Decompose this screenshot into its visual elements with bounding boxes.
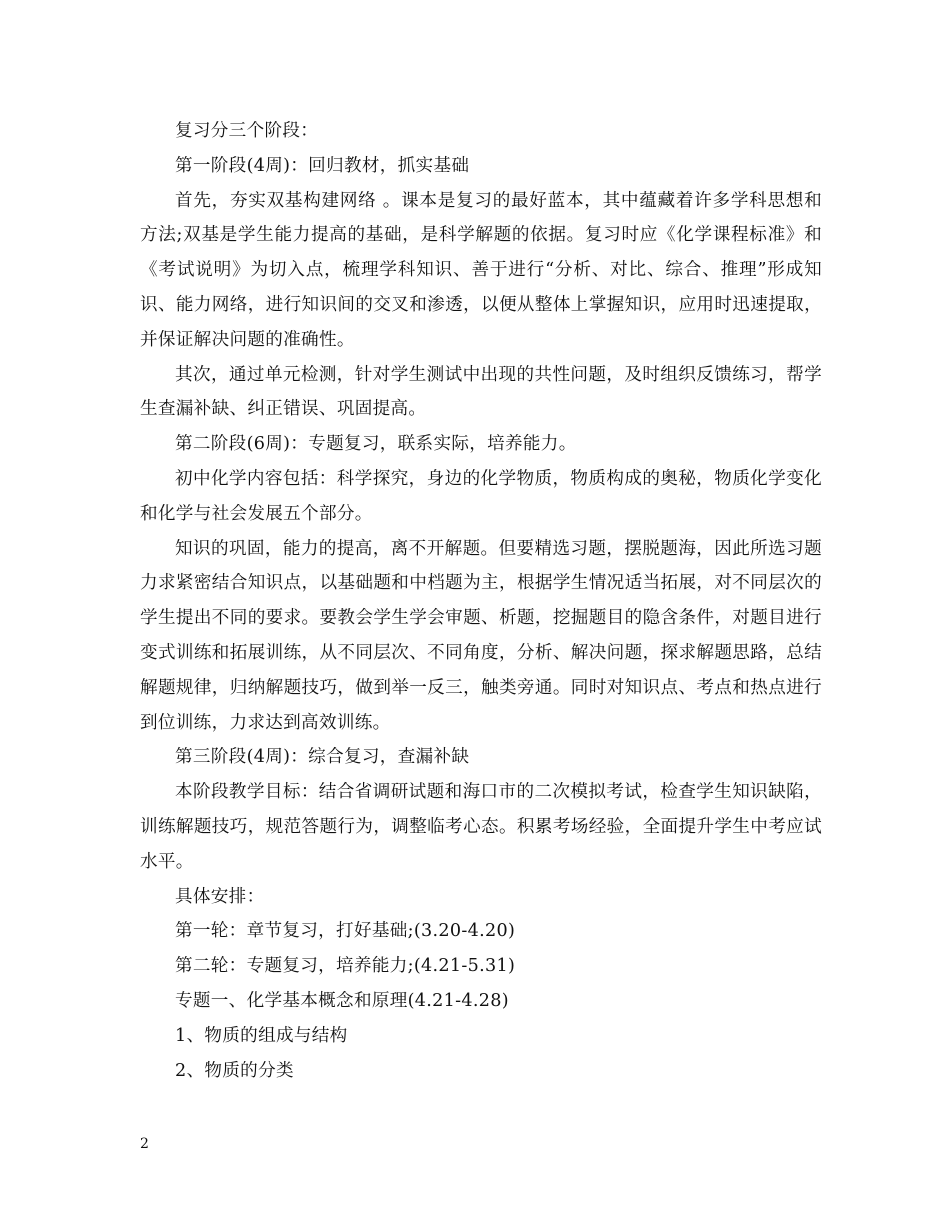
paragraph: 第一轮：章节复习，打好基础;(3.20-4.20) bbox=[175, 921, 516, 942]
paragraph: 具体安排： bbox=[175, 886, 265, 907]
paragraph: 第二阶段(6周)：专题复习，联系实际，培养能力。 bbox=[175, 434, 577, 455]
paragraph: 专题一、化学基本概念和原理(4.21-4.28) bbox=[175, 990, 509, 1011]
paragraph: 复习分三个阶段： bbox=[175, 121, 319, 141]
paragraph: 2、物质的分类 bbox=[175, 1060, 294, 1081]
paragraph: 第二轮：专题复习，培养能力;(4.21-5.31) bbox=[175, 956, 516, 977]
document-body bbox=[140, 114, 822, 1088]
paragraph: 知识的巩固，能力的提高，离不开解题。但要精选习题，摆脱题海，因此所选习题力求紧密结合知识点，以基础题和中档题为主，根据学生情况适当拓展，对不同层次的学生提出不同的要求。要教会学生学会审题、析题，挖掘题目的隐含条件，对题目进行变式训练和拓展训练，从不同层次、不同角度，分析、解决问题，探求解题思路，总结解题规律，归纳解题技巧，做到举一反三，触类旁通。同时对知识点、考点和热点进行到位训练，力求达到高效训练。 bbox=[140, 538, 822, 733]
paragraph: 其次，通过单元检测，针对学生测试中出现的共性问题，及时组织反馈练习，帮学生查漏补缺、纠正错误、巩固提高。 bbox=[140, 364, 822, 420]
page-number: 2 bbox=[140, 1136, 149, 1152]
paragraph: 第一阶段(4周)：回归教材，抓实基础 bbox=[175, 155, 470, 176]
paragraph: 本阶段教学目标：结合省调研试题和海口市的二次模拟考试，检查学生知识缺陷，训练解题技巧，规范答题行为，调整临考心态。积累考场经验，全面提升学生中考应试水平。 bbox=[140, 782, 822, 872]
paragraph: 1、物质的组成与结构 bbox=[175, 1025, 348, 1046]
paragraph: 首先，夯实双基构建网络 。课本是复习的最好蓝本，其中蕴藏着许多学科思想和方法;双基是学生能力提高的基础，是科学解题的依据。复习时应《化学课程标准》和《考试说明》为切入点，梳理学科知识、善于进行“分析、对比、综合、推理”形成知识、能力网络，进行知识间的交叉和渗透，以便从整体上掌握知识，应用时迅速提取，并保证解决问题的准确性。 bbox=[140, 190, 822, 350]
paragraph: 初中化学内容包括：科学探究，身边的化学物质，物质构成的奥秘，物质化学变化和化学与社会发展五个部分。 bbox=[140, 468, 822, 524]
paragraph: 第三阶段(4周)：综合复习，查漏补缺 bbox=[175, 747, 470, 768]
